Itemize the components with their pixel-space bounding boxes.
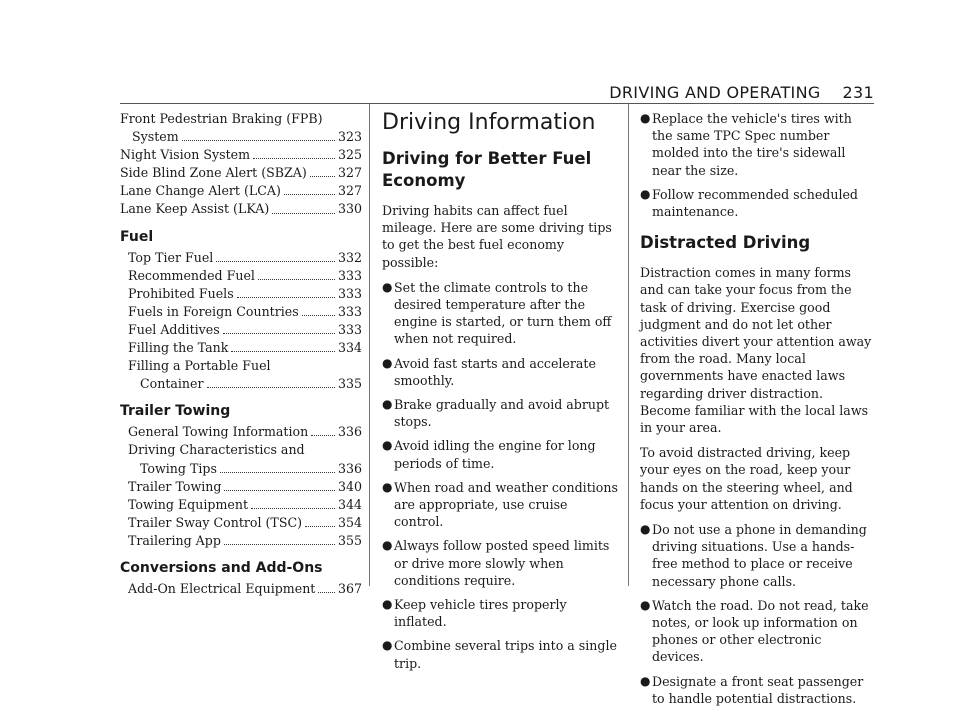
toc-item[interactable]: Fuels in Foreign Countries 333 [128,303,362,319]
bullet-icon: ● [640,597,651,612]
bullet-icon: ● [640,522,651,537]
list-item: ● Designate a front seat passenger to handle potential distractions. [640,673,864,706]
toc-group-fuel [120,249,362,394]
driving-information-section [382,110,618,679]
section-title: DRIVING AND OPERATING [609,82,821,102]
toc-group-top [120,110,362,219]
toc-item[interactable]: Front Pedestrian Braking (FPB) System 323 [120,111,362,145]
bullet-icon: ● [382,479,393,494]
list-item: ● Avoid idling the engine for long periods of time. [382,438,596,471]
distracted-driving-heading: Distracted Driving [640,233,811,253]
bullet-icon: ● [382,397,393,412]
toc-heading-fuel: Fuel [120,228,154,245]
fuel-tips-list [382,279,618,672]
list-item: ● Keep vehicle tires properly inflated. [382,597,567,630]
section-heading: Driving Information [382,110,596,135]
list-item: ● Avoid fast starts and accelerate smoothly. [382,355,596,388]
page-header [609,80,874,104]
toc-item[interactable]: Prohibited Fuels 333 [128,285,362,301]
toc-item[interactable]: Towing Equipment 344 [128,496,362,512]
column-divider [628,104,629,586]
bullet-icon: ● [382,538,393,553]
toc-group-trailer [120,423,362,550]
bullet-icon: ● [382,638,393,653]
list-item: ● Always follow posted speed limits or drive more slowly when conditions require. [382,538,610,588]
bullet-icon: ● [382,355,393,370]
toc-item[interactable]: Trailer Sway Control (TSC) 354 [128,514,362,530]
toc-item[interactable]: Lane Keep Assist (LKA) 330 [120,201,362,217]
subsection-heading: Driving for Better Fuel Economy [382,149,592,190]
bullet-icon: ● [382,279,393,294]
toc-item[interactable]: Side Blind Zone Alert (SBZA) 327 [120,165,362,181]
toc-item[interactable]: Trailer Towing 340 [128,478,362,494]
toc-heading-conversions: Conversions and Add-Ons [120,559,323,576]
page-number: 231 [842,82,874,102]
toc-item[interactable]: Filling a Portable Fuel Container 335 [128,358,362,392]
paragraph: To avoid distracted driving, keep your eyes on the road, keep your hands on the steering wheel, and focus your attention on driving. [640,445,853,512]
table-of-contents [120,110,362,598]
column-three [640,110,876,714]
header-divider [120,103,874,104]
bullet-icon: ● [640,186,651,201]
bullet-icon: ● [640,111,651,125]
intro-paragraph: Driving habits can affect fuel mileage. Here are some driving tips to get the best fuel economy possible: [382,203,612,270]
list-item: ● When road and weather conditions are appropriate, use cruise control. [382,479,618,530]
list-item: ● Set the climate controls to the desired temperature after the engine is started, or turn them off when not required. [382,279,612,347]
paragraph: Distraction comes in many forms and can take your focus from the task of driving. Exercise good judgment and do not let other activities divert your attention away from the road. Many local governments have enacted laws regarding driver distraction. Become familiar with the local laws in your area. [640,265,872,436]
toc-item[interactable]: Add-On Electrical Equipment 367 [128,580,362,596]
toc-item[interactable]: Recommended Fuel 333 [128,267,362,283]
toc-item[interactable]: Trailering App 355 [128,532,362,548]
toc-group-conversions [120,580,362,598]
bullet-icon: ● [382,597,393,612]
toc-item[interactable]: Fuel Additives 333 [128,321,362,337]
toc-heading-trailer: Trailer Towing [120,403,231,420]
bullet-icon: ● [382,438,393,453]
toc-item[interactable]: Driving Characteristics and Towing Tips 336 [128,442,362,476]
list-item: ● Brake gradually and avoid abrupt stops. [382,397,610,430]
fuel-tips-list-continued [640,110,876,220]
toc-item[interactable]: Lane Change Alert (LCA) 327 [120,183,362,199]
distraction-tips-list [640,521,876,707]
list-item: ● Watch the road. Do not read, take notes, or look up information on phones or other electronic devices. [640,597,869,665]
list-item: ● Follow recommended scheduled maintenance. [640,186,858,220]
column-divider [369,104,370,586]
list-item: ● Replace the vehicle's tires with the same TPC Spec number molded into the tire's sidewall near the size. [640,111,852,178]
bullet-icon: ● [640,673,651,688]
list-item: ● Combine several trips into a single trip. [382,638,617,671]
toc-item[interactable]: Night Vision System 325 [120,147,362,163]
toc-item[interactable]: Top Tier Fuel 332 [128,249,362,265]
list-item: ● Do not use a phone in demanding driving situations. Use a hands-free method to place or receive necessary phone calls. [640,522,867,589]
toc-item[interactable]: Filling the Tank 334 [128,340,362,356]
toc-item[interactable]: General Towing Information 336 [128,424,362,440]
